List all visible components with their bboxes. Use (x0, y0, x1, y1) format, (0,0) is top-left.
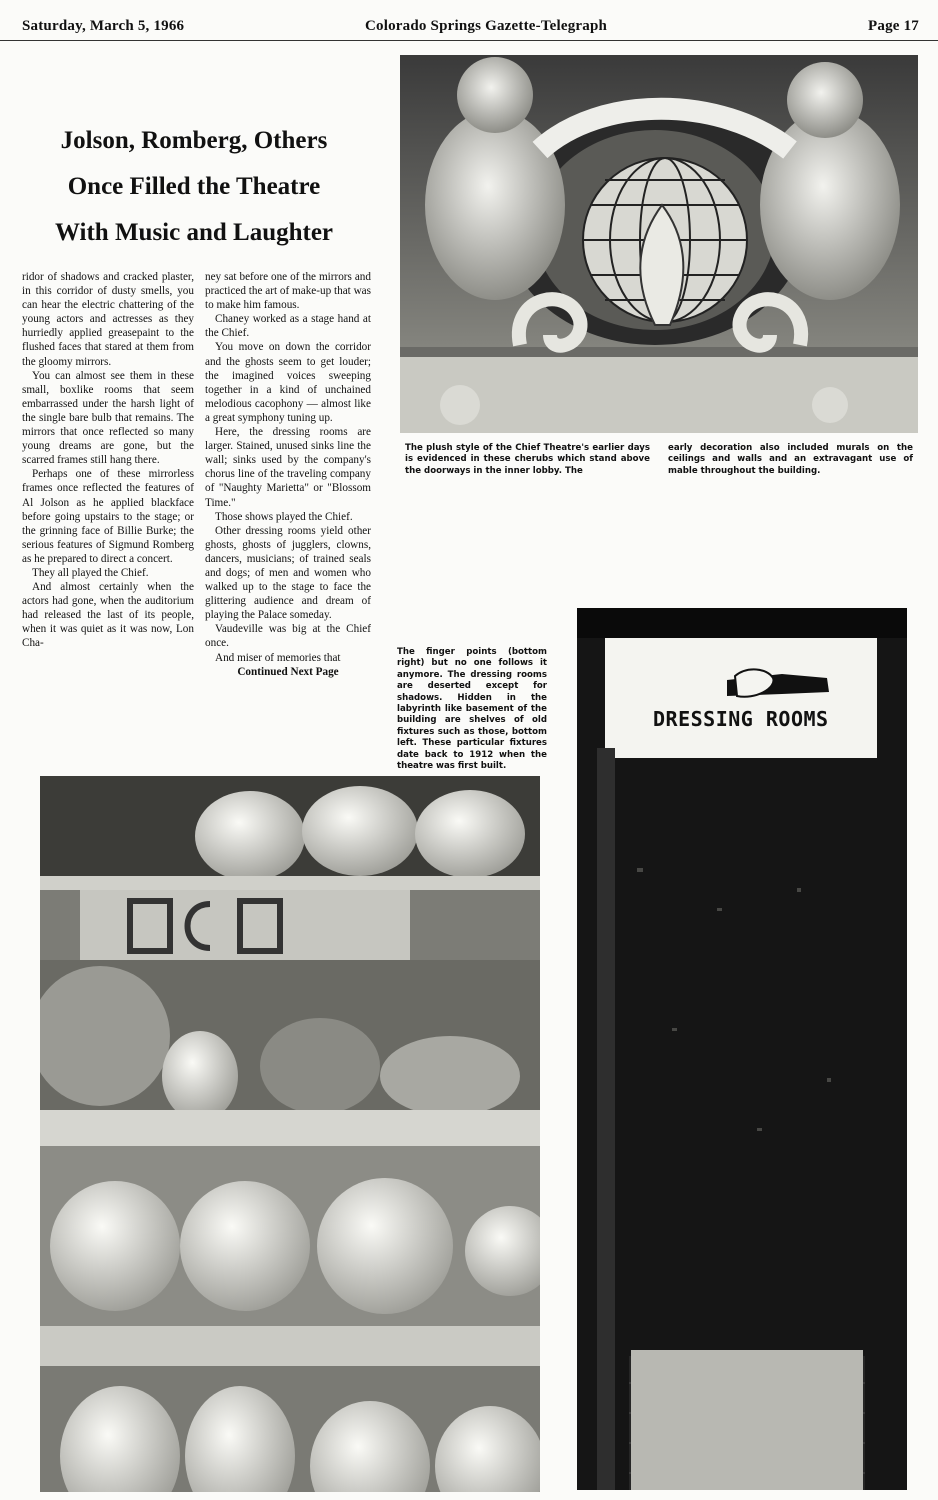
cherubs-caption-right: early decoration also included murals on the ceilings and walls and an extravagant use of mable throughout the building. (668, 443, 913, 476)
paragraph: You can almost see them in these small, boxlike rooms that seem embarrassed under the harsh light of the single bare bulb that remains. The mirrors that once reflected so many young dreams are gone, but the scarred frames still hang there. (22, 369, 194, 467)
cherubs-photo (400, 55, 918, 433)
paragraph: Vaudeville was big at the Chief once. (205, 623, 371, 650)
cherubs-caption-left: The plush style of the Chief Theatre's earlier days is evidenced in these cherubs which stand above the doorways in the inner lobby. The (405, 443, 650, 476)
headline-line-1: Jolson, Romberg, Others (60, 127, 328, 154)
dressing-rooms-sign: DRESSING ROOMS (653, 707, 829, 731)
headline (24, 118, 364, 256)
continued-next-page: Continued Next Page (237, 665, 339, 678)
fixtures-shelves-photo (40, 776, 540, 1492)
paragraph: Here, the dressing rooms are larger. Stained, unused sinks line the wall; sinks used by the company's chorus line of the traveling company of "Naughty Marietta" or "Blossom Time." (205, 426, 371, 509)
paragraph: Those shows played the Chief. (215, 510, 353, 523)
paragraph: And almost certainly when the actors had gone, when the auditorium had released the last of its people, when it was quiet as it was now, Lon Cha- (22, 581, 194, 650)
headline-line-2: Once Filled the Theatre (67, 173, 321, 200)
masthead-paper: Colorado Springs Gazette-Telegraph (365, 18, 608, 34)
masthead-date: Saturday, March 5, 1966 (22, 18, 185, 34)
paragraph: Perhaps one of these mirrorless frames once reflected the features of Al Jolson as he applied blackface before going upstairs to the stage; or the grinning face of Billie Burke; the serious features of Sigmund Romberg as he prepared to direct a concert. (22, 468, 194, 565)
article-column-2 (205, 270, 371, 679)
masthead-rule (0, 40, 938, 41)
masthead-page: Page 17 (868, 18, 919, 34)
paragraph: Other dressing rooms yield other ghosts, ghosts of jugglers, clowns, dancers, musicians; of trained seals and dogs; of men and women who walked up to the stage to face the glittering audience and dream of playing the Palace someday. (205, 524, 371, 622)
headline-line-3: With Music and Laughter (54, 219, 334, 246)
paragraph: They all played the Chief. (32, 566, 149, 579)
paragraph: Chaney worked as a stage hand at the Chief. (205, 313, 371, 340)
paragraph: And miser of memories that (215, 651, 341, 664)
finger-caption: The finger points (bottom right) but no one follows it anymore. The dressing rooms are deserted except for shadows. Hidden in the labyrinth like basement of the building are shelves of old fixtures such as those, bottom left. These particular fixtures date back to 1912 when the theatre was first built. (397, 647, 547, 772)
paragraph: ney sat before one of the mirrors and practiced the art of make-up that was to make him famous. (205, 271, 371, 312)
dressing-room-photo (577, 608, 907, 1490)
paragraph: ridor of shadows and cracked plaster, in this corridor of dusty smells, you can hear the electric chattering of the young actors and actresses as they hurriedly applied greasepaint to the flushed faces that stared at them from the gloomy mirrors. (22, 271, 194, 368)
sink-basin (631, 1350, 863, 1490)
paragraph: You move on down the corridor and the ghosts seem to get louder; the imagined voices sweeping together in a kind of unchained melodious cacophony — almost like a great symphony tuning up. (205, 341, 371, 424)
article-column-1 (22, 270, 194, 651)
